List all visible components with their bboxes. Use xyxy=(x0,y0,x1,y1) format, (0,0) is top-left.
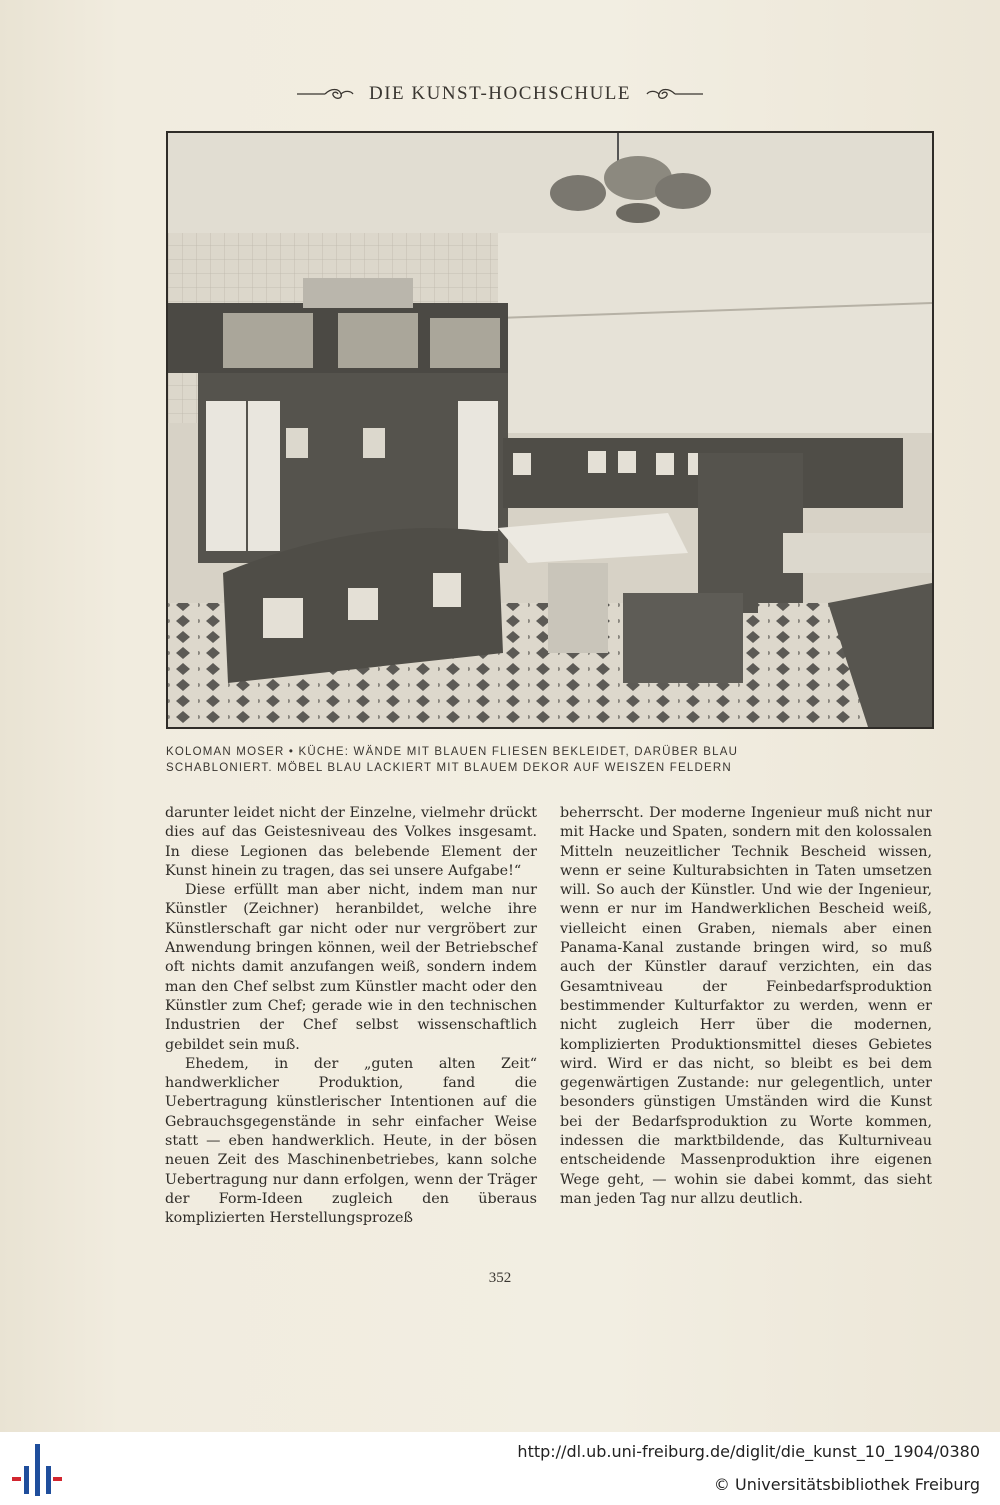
kitchen-photograph xyxy=(166,131,934,729)
ub-freiburg-logo-icon xyxy=(12,1444,62,1496)
caption-line: KOLOMAN MOSER • KÜCHE: WÄNDE MIT BLAUEN FLIESEN BEKLEIDET, DARÜBER BLAU xyxy=(166,746,739,758)
source-url-link[interactable]: http://dl.ub.uni-freiburg.de/diglit/die_kunst_10_1904/0380 xyxy=(517,1442,980,1461)
caption-line: SCHABLONIERT. MÖBEL BLAU LACKIERT MIT BLAUEM DEKOR AUF WEISZEN FELDERN xyxy=(166,762,732,774)
text-column-right xyxy=(560,804,932,1209)
running-header-title: DIE KUNST-HOCHSCHULE xyxy=(368,83,632,104)
left-ornament-icon xyxy=(295,86,355,102)
page-number: 352 xyxy=(488,1270,512,1286)
text-column-left xyxy=(165,804,537,1229)
paragraph: beherrscht. Der moderne Ingenieur muß nicht nur mit Hacke und Spaten, sondern mit den kolossalen Mitteln neuzeitlicher Technik Bescheid wissen, wenn er seine Kulturabsichten in Taten umsetzen will. So auch der Künstler. Und wie der Ingenieur, wenn er nur im Handwerklichen Bescheid weiß, vielleicht einen Graben, niemals aber einen Panama-Kanal zustande bringen wird, so muß auch der Künstler darauf verzichten, ein das Gesamtniveau der Feinbedarfsproduktion bestimmender Kulturfaktor zu werden, wenn er nicht zugleich Herr über die modernen, komplizierten Produktionsmittel dieses Gebietes wird. Wird er das nicht, so bleibt es bei dem gegenwärtigen Zustande: nur gelegentlich, unter besonders günstigen Umständen wird die Kunst bei der Bedarfsproduktion zu Worte kommen, indessen die marktbildende, das Kulturniveau entscheidende Massenproduktion ihre eigenen Wege geht, — wohin sie dabei kommt, das sieht man jeden Tag nur allzu deutlich. xyxy=(560,805,932,1207)
paragraph: Ehedem, in der „guten alten Zeit“ handwerklicher Produktion, fand die Uebertragung künstlerischer Intentionen auf die Gebrauchsgegenstände in sehr einfacher Weise statt — eben handwerklich. Heute, in der bösen neuen Zeit des Maschinenbetriebes, kann solche Uebertragung nur dann erfolgen, wenn der Träger der Form-Ideen zugleich den überaus komplizierten Herstellungsprozeß xyxy=(165,1055,537,1227)
copyright-notice: © Universitätsbibliothek Freiburg xyxy=(713,1475,980,1494)
library-footer xyxy=(0,1432,1000,1505)
figure-caption xyxy=(166,744,946,776)
running-header xyxy=(0,80,1000,108)
paragraph: Diese erfüllt man aber nicht, indem man nur Künstler (Zeichner) heranbildet, welche ihre Künstlerschaft gar nicht oder nur vergröbert zur Anwendung bringen können, weil der Betriebschef oft nichts damit anzufangen weiß, sondern indem man den Chef selbst zum Künstler macht oder den Künstler zum Chef; gerade wie in den technischen Industrien der Chef selbst wissenschaftlich gebildet sein muß. xyxy=(165,882,537,1053)
right-ornament-icon xyxy=(645,86,705,102)
paragraph: darunter leidet nicht der Einzelne, vielmehr drückt dies auf das Geistesniveau des Volkes insgesamt. In diese Legionen das belebende Element der Kunst hinein zu tragen, das sei unsere Aufgabe!“ xyxy=(165,805,537,879)
